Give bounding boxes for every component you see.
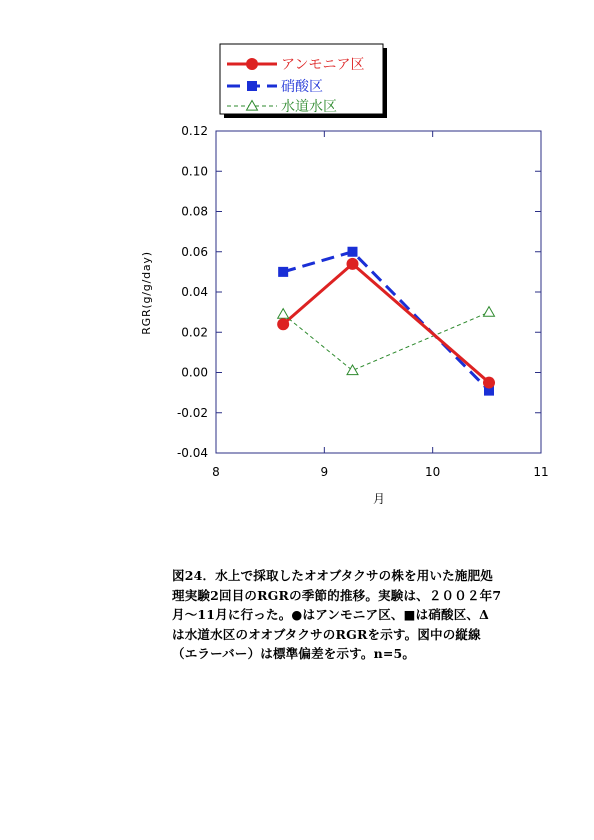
data-point-series-1 [277,318,289,330]
series-lines [283,252,489,391]
data-point-series-1 [483,377,495,389]
x-tick-label: 11 [533,465,549,479]
series-markers [277,247,495,396]
data-point-series-3 [347,365,358,375]
caption-line: 図24．水上で採取したオオブタクサの株を用いた施肥処 [172,568,493,583]
series-line-1 [283,264,489,383]
legend-label-2: 硝酸区 [281,79,323,95]
x-tick-label: 8 [212,465,220,479]
caption-line: （エラーバー）は標準偏差を示す。n=5。 [172,646,416,661]
x-tick-label: 10 [425,465,441,479]
data-point-series-2 [278,267,288,277]
y-tick-label: 0.04 [181,285,208,299]
legend [220,44,387,118]
legend-label-3: 水道水区 [281,99,337,115]
plot-border [216,131,541,453]
y-tick-label: -0.02 [176,405,208,420]
x-tick-label: 9 [320,465,329,479]
y-tick-label: 0.00 [181,365,208,380]
series-line-3 [283,312,489,370]
y-tick-label: 0.12 [181,124,208,138]
y-tick-label: 0.10 [181,164,208,179]
caption-line: 理実験2回目のRGRの季節的推移。実験は、２００２年7 [172,587,502,603]
caption-line: 月～11月に行った。●はアンモニア区、■は硝酸区、Δ [172,607,490,622]
y-tick-label: 0.08 [181,204,208,219]
legend-marker-1 [246,58,258,70]
y-tick-label: 0.02 [181,325,208,340]
x-axis-label: 月 [372,492,386,506]
y-tick-label: 0.06 [181,244,208,259]
series-line-2 [283,252,489,391]
plot-frame [216,131,541,453]
data-point-series-2 [348,247,358,257]
x-axis [212,131,548,479]
data-point-series-3 [278,309,289,319]
y-axis-label: RGR(g/g/day) [140,251,153,335]
legend-marker-2 [247,81,257,91]
figure-caption [172,566,564,664]
y-tick-label: -0.04 [176,446,208,460]
data-point-series-3 [484,307,495,317]
data-point-series-1 [347,258,359,270]
caption-line: は水道水区のオオブタクサのRGRを示す。図中の縦線 [172,626,481,642]
y-axis [177,124,541,460]
legend-label-1: アンモニア区 [281,57,365,73]
